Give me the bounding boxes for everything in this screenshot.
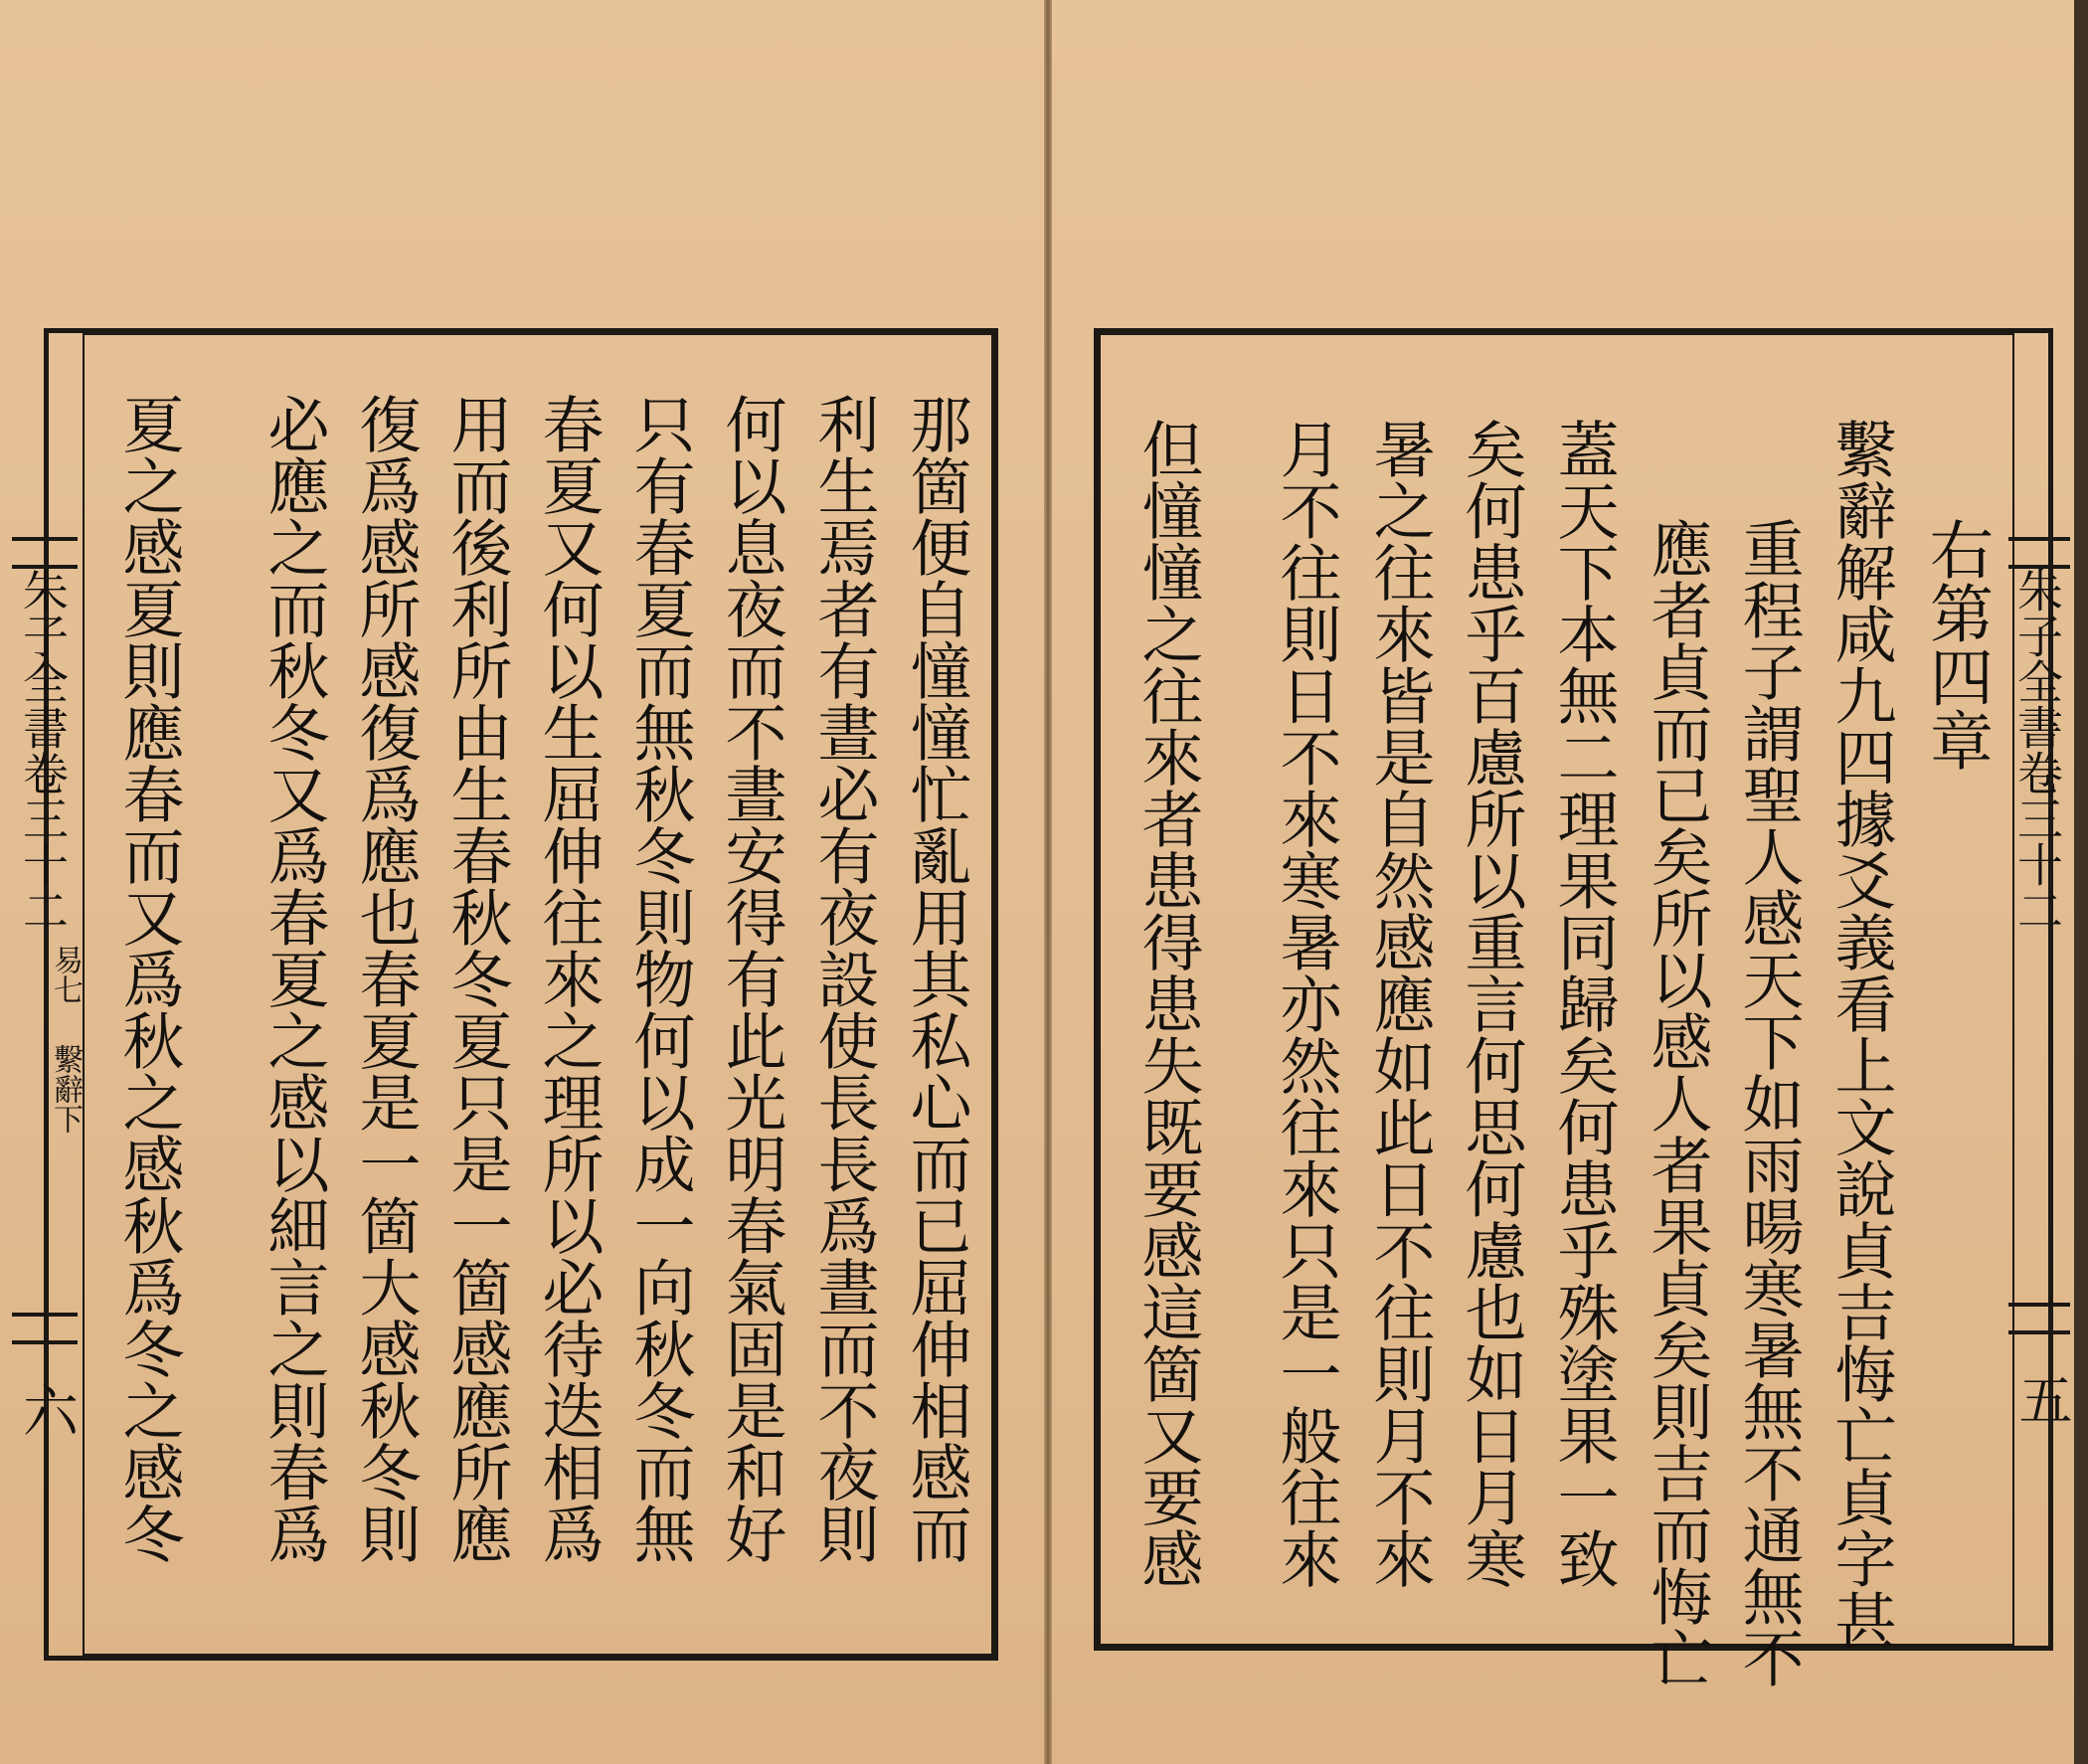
left-column-3: 何以息夜而不晝安得有此光明春氣固是和好 (715, 393, 787, 1564)
left-column-6: 用而後利所由生春秋冬夏只是一箇感應所應 (440, 393, 513, 1564)
left-margin-section-2: 繫辭下 (48, 1044, 83, 1134)
right-margin-title: 朱子全書卷三十二 (2010, 567, 2064, 933)
scan-edge (2074, 0, 2088, 1764)
right-column-5: 矣何患乎百慮所以重言何思何慮也如日月寒 (1455, 418, 1527, 1589)
left-page-margin (12, 328, 83, 1651)
right-column-4: 蓋天下本無二理果同歸矣何患乎殊塗果一致 (1547, 418, 1620, 1589)
left-column-5: 春夏又何以生屈伸往來之理所以必待迭相爲 (532, 393, 605, 1564)
right-column-3: 應者貞而已矣所以感人者果貞矣則吉而悔亡 (1641, 517, 1713, 1688)
left-margin-title: 朱子全書卷三十二 (16, 567, 70, 933)
left-margin-leaf-number: 六 (14, 1382, 79, 1438)
right-margin-leaf-number: 五 (2010, 1372, 2073, 1426)
left-column-1: 那箇便自憧憧忙亂用其私心而已屈伸相感而 (900, 393, 972, 1564)
left-column-7: 復爲感所感復爲應也春夏是一箇大感秋冬則 (349, 393, 422, 1564)
right-column-6: 暑之往來皆是自然感應如此日不往則月不來 (1363, 418, 1436, 1589)
left-column-9: 夏之感夏則應春而又爲秋之感秋爲冬之感冬 (112, 393, 185, 1564)
left-column-2: 利生焉者有晝必有夜設使長長爲晝而不夜則 (807, 393, 880, 1564)
right-column-1: 繫辭解咸九四據爻義看上文說貞吉悔亡貞字甚 (1825, 418, 1897, 1651)
right-column-7: 月不往則日不來寒暑亦然往來只是一般往來 (1270, 418, 1342, 1589)
left-margin-section-1: 易七 (48, 945, 83, 1004)
book-fold (1044, 0, 1052, 1764)
left-column-4: 只有春夏而無秋冬則物何以成一向秋冬而無 (623, 393, 696, 1564)
chapter-heading: 右第四章 (1919, 517, 1993, 772)
right-column-8: 但憧憧之往來者患得患失既要感這箇又要感 (1131, 418, 1204, 1589)
left-column-8: 必應之而秋冬又爲春夏之感以細言之則春爲 (258, 393, 330, 1564)
right-page-margin (2008, 328, 2073, 1641)
right-column-2: 重程子謂聖人感天下如雨暘寒暑無不通無不 (1732, 517, 1805, 1688)
